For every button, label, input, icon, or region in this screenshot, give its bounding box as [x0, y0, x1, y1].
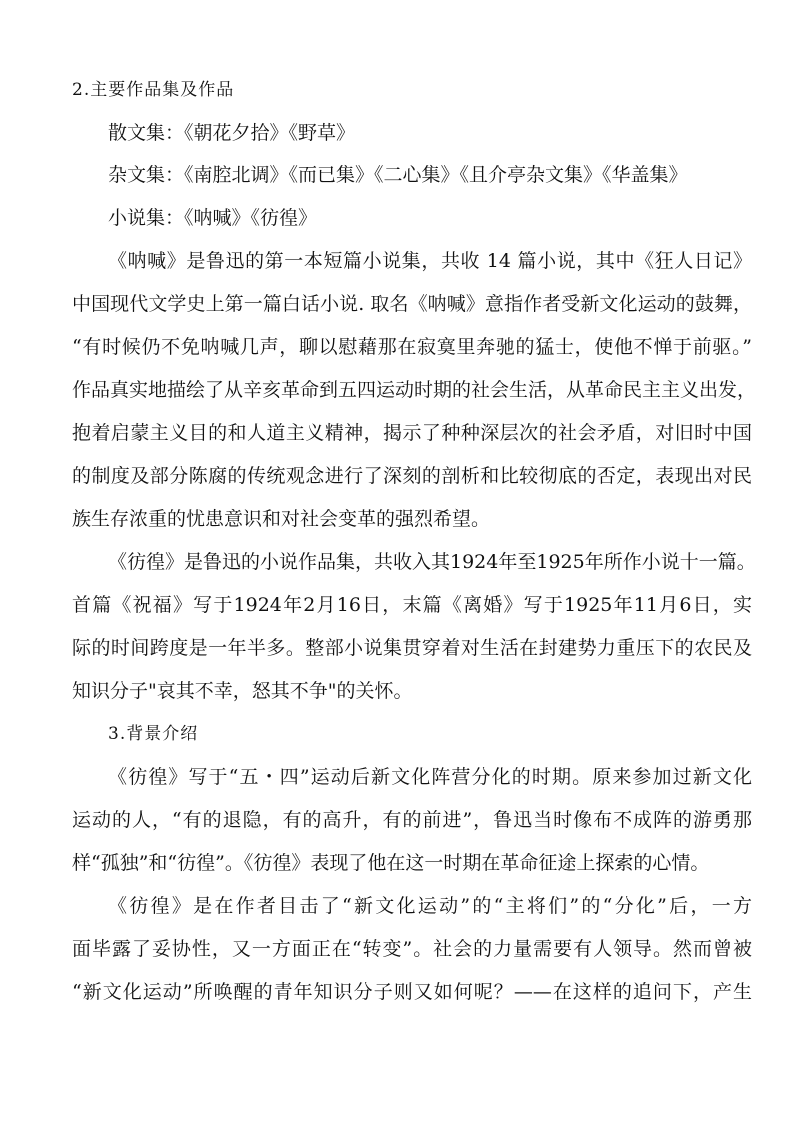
nahan-paragraph-line: 的制度及部分陈腐的传统观念进行了深刻的剖析和比较彻底的否定，表现出对民 [72, 465, 752, 487]
panghuang-paragraph-line: 《彷徨》是鲁迅的小说作品集，共收入其1924年至1925年所作小说十一篇。 [108, 551, 756, 573]
background-paragraph-line: “新文化运动”所唤醒的青年知识分子则又如何呢？——在这样的追问下，产生 [72, 981, 752, 1003]
essay-collections-line: 散文集：《朝花夕拾》《野草》 [108, 122, 356, 144]
section-2-heading: 2.主要作品集及作品 [72, 80, 235, 100]
background-paragraph-line: 《彷徨》是在作者目击了“新文化运动”的“主将们”的“分化”后，一方 [108, 895, 752, 917]
panghuang-paragraph-line: 际的时间跨度是一年半多。整部小说集贯穿着对生活在封建势力重压下的农民及 [72, 637, 752, 659]
panghuang-paragraph-line: 知识分子"哀其不幸，怒其不争"的关怀。 [72, 680, 413, 702]
background-paragraph-line: 运动的人，“有的退隐，有的高升，有的前进”，鲁迅当时像布不成阵的游勇那 [72, 809, 752, 831]
nahan-paragraph-line: 中国现代文学史上第一篇白话小说. 取名《呐喊》意指作者受新文化运动的鼓舞， [72, 293, 752, 315]
section-3-heading: 3.背景介绍 [108, 724, 199, 744]
novel-collections-line: 小说集：《呐喊》《彷徨》 [108, 207, 318, 229]
nahan-paragraph-line: “有时候仍不免呐喊几声，聊以慰藉那在寂寞里奔驰的猛士，使他不惮于前驱。” [72, 336, 752, 358]
nahan-paragraph-line: 《呐喊》是鲁迅的第一本短篇小说集，共收 14 篇小说，其中《狂人日记》 [108, 250, 752, 272]
nahan-paragraph-line: 作品真实地描绘了从辛亥革命到五四运动时期的社会生活，从革命民主主义出发， [72, 379, 757, 401]
zawen-collections-line: 杂文集：《南腔北调》《而已集》《二心集》《且介亭杂文集》《华盖集》 [108, 164, 688, 186]
background-paragraph-line: 面毕露了妥协性，又一方面正在“转变”。社会的力量需要有人领导。然而曾被 [72, 938, 752, 960]
nahan-paragraph-line: 族生存浓重的忧患意识和对社会变革的强烈希望。 [72, 508, 491, 530]
nahan-paragraph-line: 抱着启蒙主义目的和人道主义精神，揭示了种种深层次的社会矛盾，对旧时中国 [72, 422, 752, 444]
panghuang-paragraph-line: 首篇《祝福》写于1924年2月16日，末篇《离婚》写于1925年11月6日，实 [72, 594, 752, 616]
background-paragraph-line: 《彷徨》写于“五・四”运动后新文化阵营分化的时期。原来参加过新文化 [108, 766, 752, 788]
background-paragraph-line: 样“孤独”和“彷徨”。《彷徨》表现了他在这一时期在革命征途上探索的心情。 [72, 852, 710, 874]
